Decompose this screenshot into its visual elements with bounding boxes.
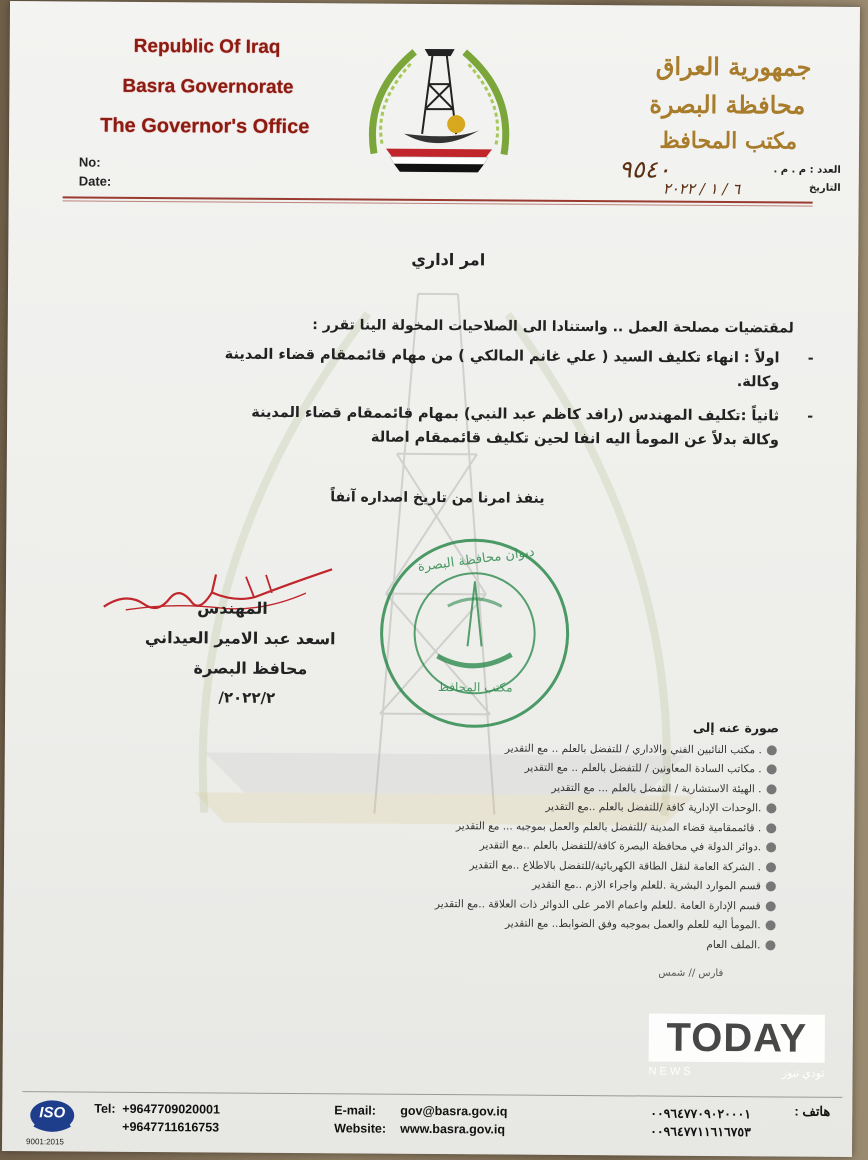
cc-list-item: قسم الموارد البشرية .للعلم واجراء الازم ..مع التقدير — [256, 873, 776, 896]
email-link[interactable]: gov@basra.gov.iq — [400, 1103, 508, 1119]
cc-list-item: الشركة العامة لنقل الطاقة الكهربائية/للتفضل بالاطلاع ..مع التقدير . — [256, 854, 776, 877]
bullet-icon — [766, 921, 776, 931]
tel-number-2: +9647711616753 — [122, 1119, 220, 1135]
number-label-ar: العدد : م . م . — [773, 164, 841, 176]
item2-line1: ثانياً :تكليف المهندس (رافد كاظم عبد النبي) بمهام قائممقام قضاء المدينة — [251, 404, 780, 425]
today-news-logo: TODAY — [649, 1014, 825, 1063]
cc-heading: صورة عنه إلى — [692, 719, 780, 736]
document-title: امر اداري — [411, 249, 486, 270]
stamp-text-bottom: مكتب المحافظ — [437, 680, 513, 695]
header-republic-en: Republic Of Iraq — [133, 35, 281, 58]
signatory-title: المهندس — [197, 598, 268, 618]
letter-page — [2, 1, 860, 1157]
item2-dash: - — [807, 408, 814, 425]
bullet-icon — [767, 765, 777, 775]
header-governorate-en: Basra Governorate — [122, 75, 294, 99]
email-label: E-mail: — [334, 1103, 377, 1118]
date-label-ar: التاريخ — [808, 182, 841, 194]
number-label: No: — [78, 154, 101, 170]
iso-label: ISO — [39, 1104, 66, 1122]
date-label: Date: — [78, 173, 112, 189]
bullet-icon — [766, 882, 776, 892]
bullet-icon — [766, 901, 776, 911]
handwritten-ref-number: ٩٥٤٠ — [618, 155, 671, 184]
header-office-en: The Governor's Office — [100, 114, 310, 139]
cc-list-item: مكتب النائبين الفني والاداري / للتفضل بالعلم .. مع التقدير . — [257, 737, 777, 760]
bullet-icon — [767, 745, 777, 755]
typist-initials: فارس // شمس — [658, 967, 724, 980]
signatory-position: محافظ البصرة — [193, 658, 308, 679]
cc-list-item: الملف العام. — [255, 932, 775, 955]
cc-list-item: قسم الإدارة العامة .للعلم واعمام الامر على الدوائر ذات العلاقة ..مع التقدير — [256, 893, 776, 916]
tel-label: Tel: — [94, 1101, 116, 1116]
website-link[interactable]: www.basra.gov.iq — [400, 1121, 506, 1137]
effective-clause: ينفذ امرنا من تاريخ اصداره آنفاً — [330, 489, 545, 507]
ar-phone-1: ٠٠٩٦٤٧٧٠٩٠٢٠٠٠١ — [650, 1106, 752, 1122]
ar-phone-label: هاتف : — [794, 1103, 831, 1119]
bullet-icon — [765, 940, 775, 950]
bullet-icon — [766, 862, 776, 872]
iso-standard: 9001:2015 — [26, 1137, 64, 1147]
item1-line2: وكالة. — [736, 374, 780, 391]
signature-date: ٢٠٢٢/٢/ — [218, 688, 276, 707]
basra-governorate-emblem — [364, 44, 515, 180]
item2-line2: وكالة بدلاً عن المومأ اليه انفا لحين تكليف قائممقام اصالة — [370, 429, 780, 449]
tel-number-1: +9647709020001 — [122, 1101, 221, 1117]
header-governorate-ar: محافظة البصرة — [649, 89, 806, 120]
bullet-icon — [766, 823, 776, 833]
stamp-text-top: ديوان محافظة البصرة — [416, 544, 536, 576]
handwritten-ref-date: ٦ / ١ / ٢٠٢٢ — [662, 179, 741, 199]
cc-list-item: الهيئة الاستشارية / التفضل بالعلم ... مع التقدير . — [256, 776, 776, 799]
today-news-subtitle — [648, 1066, 824, 1083]
bullet-icon — [766, 843, 776, 853]
cc-list — [255, 737, 776, 955]
header-republic-ar: جمهورية العراق — [655, 51, 812, 82]
item1-dash: - — [807, 350, 814, 367]
bullet-icon — [767, 784, 777, 794]
bullet-icon — [766, 804, 776, 814]
cc-list-item: الوحدات الإدارية كافة /للتفضل بالعلم ..مع التقدير. — [256, 795, 776, 818]
signatory-name: اسعد عبد الامير العيداني — [144, 628, 336, 649]
news-label: NEWS — [648, 1065, 694, 1078]
header-office-ar: مكتب المحافظ — [659, 127, 798, 155]
cc-list-item: المومأ اليه للعلم والعمل بموجبه وفق الضوابط.. مع التقدير. — [256, 912, 776, 935]
cc-list-item: مكاتب السادة المعاونين / للتفضل بالعلم .. مع التقدير . — [257, 756, 777, 779]
cc-list-item: قائممقامية قضاء المدينة /للتفضل بالعلم والعمل بموجبه ... مع التقدير . — [256, 815, 776, 838]
cc-list-item: دوائر الدولة في محافظة البصرة كافة/للتفضل بالعلم ..مع التقدير. — [256, 834, 776, 857]
preamble: لمقتضيات مصلحة العمل .. واستنادا الى الصلاحيات المخولة الينا تقرر : — [312, 317, 794, 337]
item1-line1: اولاً : انهاء تكليف السيد ( علي غانم المالكي ) من مهام قائممقام قضاء المدينة — [224, 346, 780, 367]
ar-phone-2: ٠٠٩٦٤٧٧١١٦١٦٧٥٣ — [650, 1124, 751, 1140]
footer-divider — [22, 1091, 842, 1098]
news-label-ar: تودي نيوز — [781, 1067, 825, 1080]
website-label: Website: — [334, 1121, 387, 1136]
